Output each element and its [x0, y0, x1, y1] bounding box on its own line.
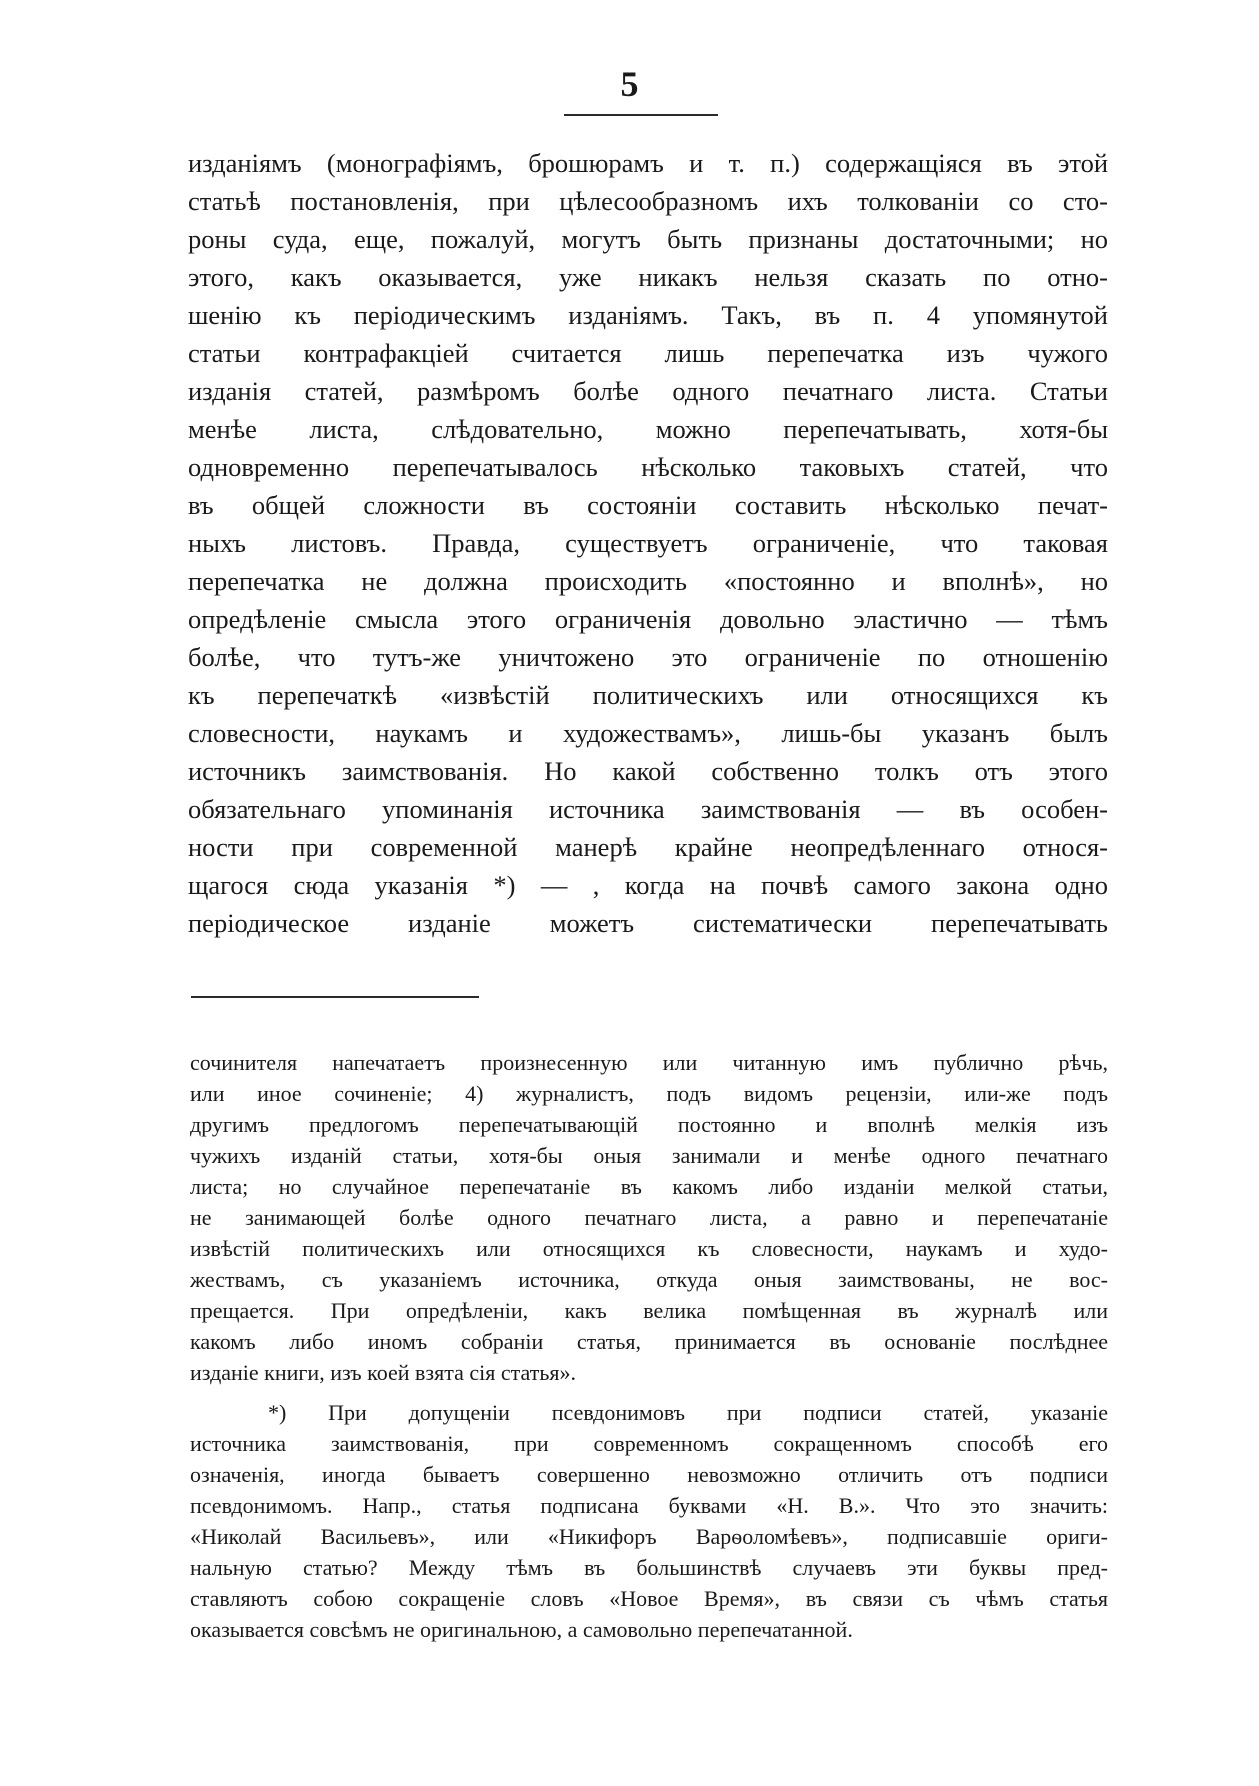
footnote-line: прещается. При опредѣленіи, какъ велика помѣщенная въ журналѣ или [190, 1298, 1108, 1323]
main-text-line: къ перепечаткѣ «извѣстій политическихъ или относящихся къ [188, 680, 1108, 710]
footnote-line: жествамъ, съ указаніемъ источника, откуда оныя заимствованы, не вос- [190, 1267, 1108, 1292]
page-number-rule [564, 114, 718, 116]
footnote-line: «Николай Васильевъ», или «Никифоръ Варѳоломѣевъ», подписавшіе ориги- [190, 1524, 1108, 1549]
main-text-line: шенію къ періодическимъ изданіямъ. Такъ, въ п. 4 упомянутой [188, 300, 1108, 330]
main-text-line: этого, какъ оказывается, уже никакъ нельзя сказать по отно- [188, 262, 1108, 292]
footnote-line: изданіе книги, изъ коей взята сія статья». [190, 1360, 576, 1385]
footnote-continuation [190, 1047, 1108, 1388]
main-text-line: статьѣ постановленія, при цѣлесообразномъ ихъ толкованіи со сто- [188, 186, 1108, 216]
footnote-line: извѣстій политическихъ или относящихся къ словесности, наукамъ и худо- [190, 1236, 1108, 1261]
footnote-line: какомъ либо иномъ собраніи статья, принимается въ основаніе послѣднее [190, 1329, 1108, 1354]
footnote-line: или иное сочиненіе; 4) журналистъ, подъ видомъ рецензіи, или-же подъ [190, 1081, 1108, 1106]
main-text-line: опредѣленіе смысла этого ограниченія довольно эластично — тѣмъ [188, 604, 1108, 634]
main-text-line: изданіямъ (монографіямъ, брошюрамъ и т. п.) содержащіяся въ этой [188, 148, 1108, 178]
main-text-line: періодическое изданіе можетъ систематически перепечатывать [188, 908, 1108, 938]
main-text-line: щагося сюда указанія *) — , когда на почвѣ самого закона одно [188, 870, 1108, 900]
main-text-line: менѣе листа, слѣдовательно, можно перепечатывать, хотя-бы [188, 414, 1108, 444]
footnote-asterisk [190, 1397, 1108, 1645]
footnote-line: псевдонимомъ. Напр., статья подписана буквами «Н. В.». Что это значить: [190, 1493, 1108, 1518]
main-text-line: обязательнаго упоминанія источника заимствованія — въ особен- [188, 794, 1108, 824]
footnote-line: нальную статью? Между тѣмъ въ большинствѣ случаевъ эти буквы пред- [190, 1555, 1108, 1580]
footnote-line: источника заимствованія, при современномъ сокращенномъ способѣ его [190, 1431, 1108, 1456]
footnote-line: оказывается совсѣмъ не оригинальною, а самовольно перепечатанной. [190, 1617, 853, 1642]
footnote-line: чужихъ изданій статьи, хотя-бы оныя занимали и менѣе одного печатнаго [190, 1143, 1108, 1168]
footnote-line: *) При допущеніи псевдонимовъ при подписи статей, указаніе [268, 1400, 1108, 1425]
page-number: 5 [620, 64, 639, 104]
footnote-line: другимъ предлогомъ перепечатывающій постоянно и вполнѣ мелкія изъ [190, 1112, 1108, 1137]
main-text-line: ности при современной манерѣ крайне неопредѣленнаго относя- [188, 832, 1108, 862]
main-text [188, 144, 1108, 942]
main-text-line: болѣе, что тутъ-же уничтожено это ограниченіе по отношенію [188, 642, 1108, 672]
main-text-line: словесности, наукамъ и художествамъ», лишь-бы указанъ былъ [188, 718, 1108, 748]
footnote-line: листа; но случайное перепечатаніе въ какомъ либо изданіи мелкой статьи, [190, 1174, 1108, 1199]
footnote-separator-rule [191, 996, 479, 998]
main-text-line: изданія статей, размѣромъ болѣе одного печатнаго листа. Статьи [188, 376, 1108, 406]
main-text-line: въ общей сложности въ состояніи составить нѣсколько печат- [188, 490, 1108, 520]
footnote-line: сочинителя напечатаетъ произнесенную или читанную имъ публично рѣчь, [190, 1050, 1108, 1075]
footnote-line: означенія, иногда бываетъ совершенно невозможно отличить отъ подписи [190, 1462, 1108, 1487]
footnote-line: не занимающей болѣе одного печатнаго листа, а равно и перепечатаніе [190, 1205, 1108, 1230]
main-text-line: роны суда, еще, пожалуй, могутъ быть признаны достаточными; но [188, 224, 1108, 254]
main-text-line: перепечатка не должна происходить «постоянно и вполнѣ», но [188, 566, 1108, 596]
footnotes [190, 1047, 1108, 1645]
main-text-line: источникъ заимствованія. Но какой собственно толкъ отъ этого [188, 756, 1108, 786]
main-text-line: одновременно перепечатывалось нѣсколько таковыхъ статей, что [188, 452, 1108, 482]
main-text-line: статьи контрафакціей считается лишь перепечатка изъ чужого [188, 338, 1108, 368]
footnote-line: ставляютъ собою сокращеніе словъ «Новое Время», въ связи съ чѣмъ статья [190, 1586, 1108, 1611]
footnote-gap [190, 1388, 1108, 1397]
main-text-line: ныхъ листовъ. Правда, существуетъ ограниченіе, что таковая [188, 528, 1108, 558]
